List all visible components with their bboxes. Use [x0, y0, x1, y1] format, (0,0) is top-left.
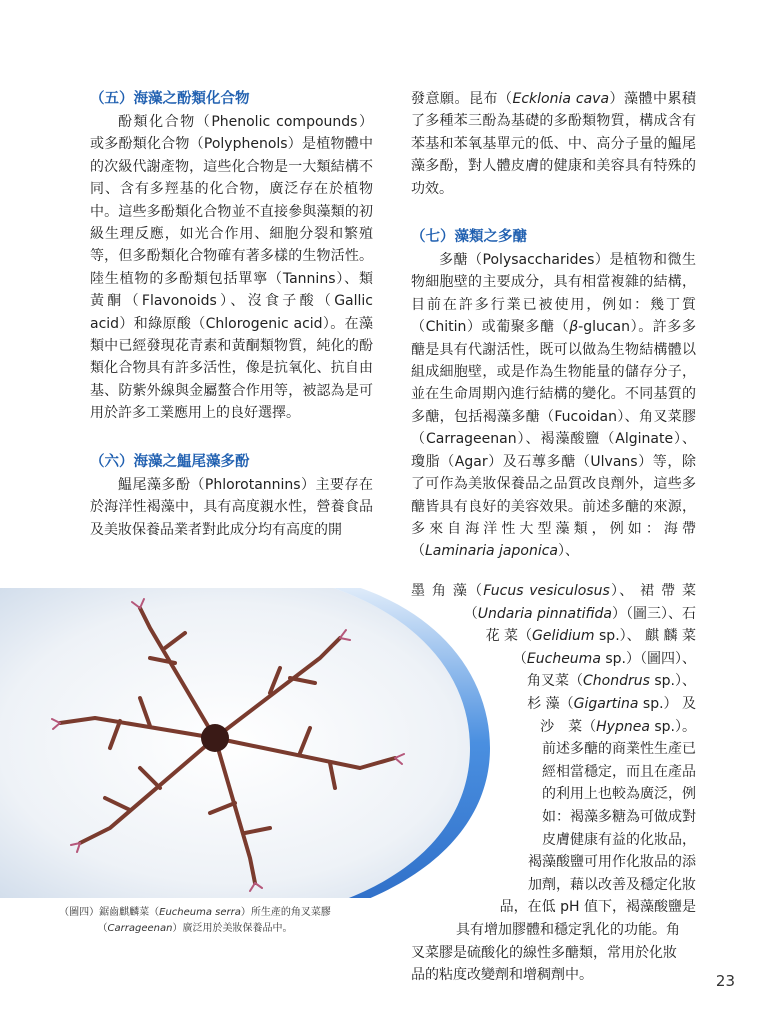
wrapped-line: （Undaria pinnatifida）（圖三）、石 — [463, 605, 696, 622]
figure-caption: （圖四）鋸齒麒麟菜（Eucheuma serra）所生產的角叉菜膠 （Carrageenan）廣泛用於美妝保養品中。 — [59, 907, 331, 934]
heading-phenolic: （五）海藻之酚類化合物 — [90, 91, 250, 107]
wrapped-line: 墨 角 藻（Fucus vesiculosus）、 裙 帶 菜 — [411, 583, 696, 599]
wrapped-line: 經相當穩定，而且在產品 — [542, 763, 696, 780]
heading-polysaccharides: （七）藻類之多醣 — [411, 229, 527, 246]
wrapped-line: 叉菜膠是硫酸化的線性多醣類，常用於化妝 — [411, 944, 677, 961]
left-column — [90, 88, 373, 541]
wrapped-line: （Eucheuma sp.）（圖四）、 — [512, 650, 696, 667]
paragraph-phlorotannins-continued: 發意願。昆布（Ecklonia cava）藻體中累積了多種苯三酚為基礎的多酚類物質，構成含有苯基和苯氧基單元的低、中、高分子量的鰛尾藻多酚，對人體皮膚的健康和美容具有特殊的功效。 — [411, 91, 697, 197]
right-column — [411, 88, 696, 563]
wrapped-line: 品的粘度改變劑和增稠劑中。 — [411, 967, 593, 984]
wrapped-line: 加劑，藉以改善及穩定化妝 — [528, 876, 696, 893]
wrapped-line: 杉 藻（Gigartina sp.） 及 — [527, 695, 696, 712]
wrapped-line: 褐藻酸鹽可用作化妝品的添 — [528, 854, 696, 871]
heading-phlorotannins: （六）海藻之鰛尾藻多酚 — [90, 453, 250, 470]
page-number: 23 — [715, 972, 735, 990]
wrapped-line: 沙 菜（Hypnea sp.）。 — [540, 718, 696, 735]
paragraph-polysaccharides: 多醣（Polysaccharides）是植物和微生物細胞壁的主要成分，具有相當複雜的結構，目前在許多行業已被使用，例如：幾丁質（Chitin）或葡聚多醣（β-glucan）。許多多醣是具有代謝活性，既可以做為生物結構體以組成細胞壁，或是作為生物能量的儲存分子，並在生命周期內進行結構的變化。不同基質的多醣，包括褐藻多醣（Fucoidan）、角叉菜膠（Carrageenan）、褐藻酸鹽（Alginate）、瓊脂（Agar）及石蓴多醣（Ulvans）等，除了可作為美妝保養品之品質改良劑外，這些多醣皆具有良好的美容效果。前述多醣的來源，多來自海洋性大型藻類，例如：海帶（Laminaria japonica）、 — [411, 252, 696, 560]
paragraph-phenolic: 酚類化合物（Phenolic compounds）或多酚類化合物（Polyphenols）是植物體中的次級代謝產物，這些化合物是一大類結構不同、含有多羥基的化合物，廣泛存在於植物中。這些多酚類化合物並不直接參與藻類的初級生理反應，如光合作用、細胞分裂和繁殖等，但多酚類化合物確有著多樣的生物活性。陸生植物的多酚類包括單寧（Tannins）、類黃酮（Flavonoids）、沒食子酸（Gallic acid）和綠原酸（Chlorogenic acid）。在藻類中已經發現花青素和黃酮類物質，純化的酚類化合物具有許多活性，像是抗氧化、抗自由基、防紫外線與金屬螯合作用等，被認為是可用於許多工業應用上的良好選擇。 — [90, 114, 373, 422]
wrapped-line: 如：褐藻多糖為可做成對 — [542, 808, 696, 825]
wrapped-line: 品，在低 pH 值下，褐藻酸鹽是 — [499, 899, 696, 916]
polysaccharides-wrapped-lines — [411, 580, 696, 987]
wrapped-line: 前述多醣的商業性生產已 — [542, 741, 696, 758]
wrapped-line: 具有增加膠體和穩定乳化的功能。角 — [456, 921, 680, 938]
wrapped-line: 的利用上也較為廣泛，例 — [542, 786, 696, 803]
wrapped-line: 角叉菜（Chondrus sp.）、 — [527, 673, 696, 690]
paragraph-phlorotannins: 鰛尾藻多酚（Phlorotannins）主要存在於海洋性褐藻中，具有高度親水性，營養食品及美妝保養品業者對此成分均有高度的開 — [90, 476, 373, 538]
wrapped-line: 皮膚健康有益的化妝品， — [542, 831, 696, 848]
wrapped-line: 花 菜（Gelidium sp.）、 麒 麟 菜 — [485, 628, 696, 645]
